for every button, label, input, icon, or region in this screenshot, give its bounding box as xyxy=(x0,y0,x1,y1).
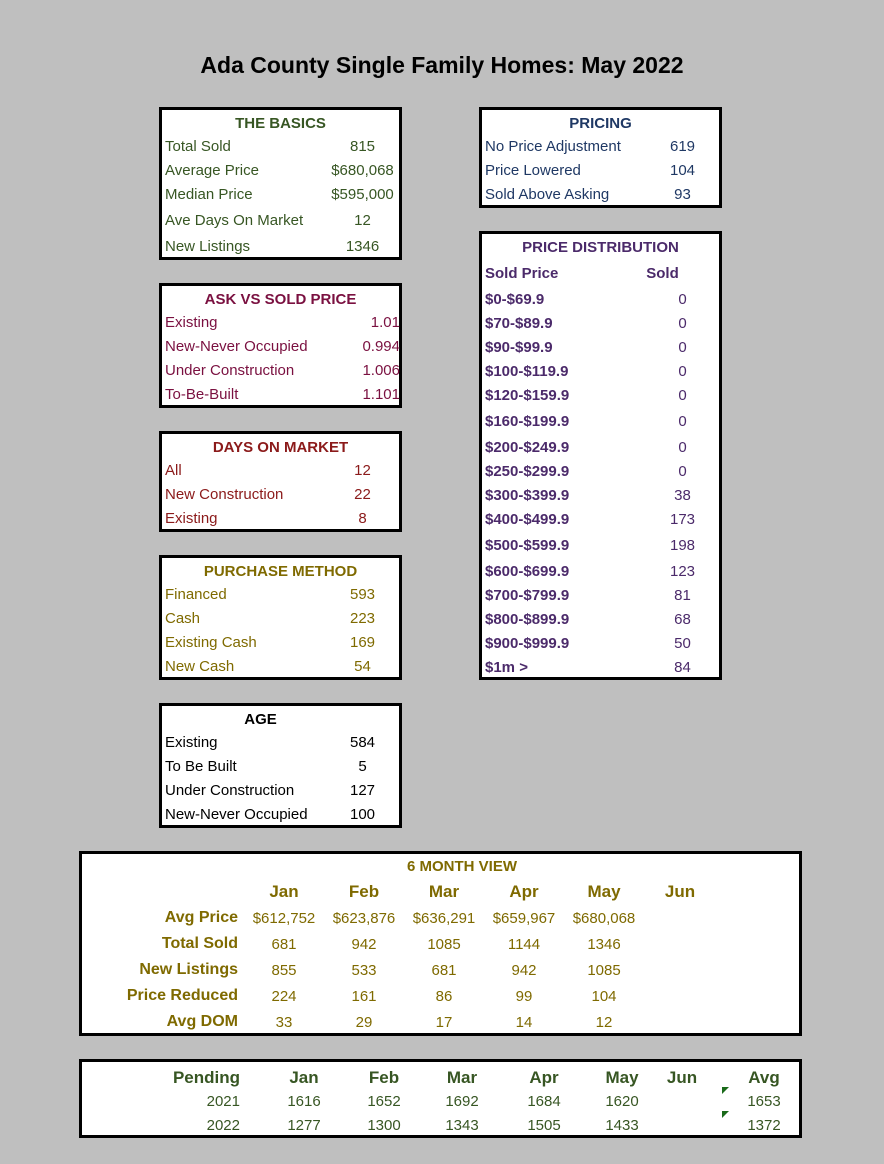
row-label: Existing Cash xyxy=(165,634,257,651)
price-range: $0-$69.9 xyxy=(485,291,545,308)
price-range: $100-$119.9 xyxy=(485,363,569,380)
price-range: $90-$99.9 xyxy=(485,339,553,356)
six-month-cell: 99 xyxy=(515,988,533,1005)
sold-column-header: Sold xyxy=(646,265,679,282)
row-label: Total Sold xyxy=(165,138,231,155)
sold-count: 0 xyxy=(678,463,687,480)
six-month-cell: 1144 xyxy=(507,936,541,953)
ask-vs-sold-row xyxy=(165,313,400,333)
purchase-method-row xyxy=(165,585,396,605)
row-value: 815 xyxy=(349,138,376,155)
price-distribution-header: PRICE DISTRIBUTION xyxy=(522,239,679,256)
row-value: 223 xyxy=(349,610,376,627)
sold-count: 0 xyxy=(678,291,687,308)
pending-year: 2022 xyxy=(206,1117,240,1134)
month-header: Feb xyxy=(348,882,380,901)
price-range: $300-$399.9 xyxy=(485,487,570,504)
days-on-market-header: DAYS ON MARKET xyxy=(212,439,349,456)
price-range: $600-$699.9 xyxy=(485,563,570,580)
row-value: 12 xyxy=(354,462,371,479)
days-on-market-panel xyxy=(159,431,402,532)
pending-cell: 1505 xyxy=(527,1117,561,1134)
sold-count: 84 xyxy=(674,659,691,676)
six-month-view-panel xyxy=(79,851,802,1036)
six-month-row-label: Total Sold xyxy=(161,935,238,952)
age-row xyxy=(165,757,396,777)
purchase-method-row xyxy=(165,609,396,629)
six-month-cell: $659,967 xyxy=(492,910,556,927)
row-label: New Construction xyxy=(165,486,284,503)
pending-avg: 1653 xyxy=(747,1093,781,1110)
pending-cell: 1652 xyxy=(367,1093,401,1110)
price-distribution-row xyxy=(485,486,716,506)
month-header: Jun xyxy=(664,882,696,901)
price-distribution-row xyxy=(485,314,716,334)
six-month-cell: 942 xyxy=(351,936,377,953)
six-month-cell: 224 xyxy=(271,988,297,1005)
price-range: $250-$299.9 xyxy=(485,463,570,480)
basics-row xyxy=(165,185,396,205)
price-distribution-column-headers xyxy=(485,264,716,284)
row-label: Ave Days On Market xyxy=(165,212,304,229)
price-distribution-panel xyxy=(479,231,722,680)
row-value: $680,068 xyxy=(331,162,394,179)
row-value: 1.101 xyxy=(362,386,400,403)
pending-cell: 1684 xyxy=(527,1093,561,1110)
row-label: Existing xyxy=(165,510,218,527)
six-month-cell: 681 xyxy=(431,962,457,979)
price-range: $500-$599.9 xyxy=(485,537,570,554)
purchase-method-row xyxy=(165,633,396,653)
price-range: $400-$499.9 xyxy=(485,511,570,528)
sold-price-column-header: Sold Price xyxy=(485,265,559,282)
pending-month-header: Jan xyxy=(289,1068,319,1087)
price-distribution-row xyxy=(485,290,716,310)
row-value: 1.006 xyxy=(362,362,400,379)
row-label: New-Never Occupied xyxy=(165,338,308,355)
row-label: Existing xyxy=(165,314,218,331)
six-month-cell: 681 xyxy=(271,936,297,953)
ask-vs-sold-panel xyxy=(159,283,402,408)
price-range: $200-$249.9 xyxy=(485,439,570,456)
ask-vs-sold-row xyxy=(165,361,400,381)
row-label: To Be Built xyxy=(165,758,237,775)
age-row xyxy=(165,733,396,753)
six-month-cell: 1085 xyxy=(427,936,461,953)
price-range: $70-$89.9 xyxy=(485,315,553,332)
purchase-method-row xyxy=(165,657,396,677)
pending-month-header: Feb xyxy=(368,1068,400,1087)
page-title: Ada County Single Family Homes: May 2022 xyxy=(200,52,684,78)
row-value: 22 xyxy=(354,486,371,503)
six-month-cell: 29 xyxy=(355,1014,373,1031)
pricing-panel xyxy=(479,107,722,208)
six-month-row-label: Price Reduced xyxy=(126,987,238,1004)
row-label: Under Construction xyxy=(165,362,295,379)
pending-month-header: Apr xyxy=(529,1068,559,1087)
six-month-cell: $623,876 xyxy=(332,910,396,927)
row-label: No Price Adjustment xyxy=(485,138,621,155)
price-distribution-row xyxy=(485,634,716,654)
ask-vs-sold-row xyxy=(165,385,400,405)
ask-vs-sold-header: ASK VS SOLD PRICE xyxy=(204,291,357,308)
six-month-row-label: Avg Price xyxy=(164,909,238,926)
basics-row xyxy=(165,237,396,257)
price-distribution-row xyxy=(485,412,716,432)
six-month-cell: 533 xyxy=(351,962,377,979)
sold-count: 0 xyxy=(678,339,687,356)
basics-row xyxy=(165,161,396,181)
sold-count: 0 xyxy=(678,439,687,456)
purchase-method-header: PURCHASE METHOD xyxy=(203,563,358,580)
six-month-cell: $612,752 xyxy=(252,910,316,927)
purchase-method-panel xyxy=(159,555,402,680)
pending-month-header: May xyxy=(605,1068,639,1087)
row-label: Sold Above Asking xyxy=(485,186,610,203)
pending-cell: 1277 xyxy=(287,1117,321,1134)
sold-count: 0 xyxy=(678,387,687,404)
basics-row xyxy=(165,211,396,231)
pending-month-header: Mar xyxy=(446,1068,478,1087)
six-month-cell: 14 xyxy=(515,1014,533,1031)
six-month-row-label: New Listings xyxy=(139,961,238,978)
row-label: Financed xyxy=(165,586,227,603)
row-label: Price Lowered xyxy=(485,162,581,179)
pending-header: Pending xyxy=(172,1068,240,1087)
price-distribution-row xyxy=(485,462,716,482)
month-header: Mar xyxy=(428,882,460,901)
price-distribution-row xyxy=(485,536,716,556)
row-value: 169 xyxy=(349,634,376,651)
pricing-row xyxy=(485,185,716,205)
row-label: New Listings xyxy=(165,238,251,255)
basics-panel xyxy=(159,107,402,260)
row-value: 5 xyxy=(358,758,367,775)
row-value: 104 xyxy=(669,162,696,179)
six-month-cell: $636,291 xyxy=(412,910,476,927)
six-month-cell: 12 xyxy=(595,1014,613,1031)
pending-cell: 1692 xyxy=(445,1093,479,1110)
price-distribution-row xyxy=(485,586,716,606)
row-value: 0.994 xyxy=(362,338,400,355)
price-range: $900-$999.9 xyxy=(485,635,570,652)
days-on-market-row xyxy=(165,485,396,505)
sold-count: 0 xyxy=(678,363,687,380)
row-value: 127 xyxy=(349,782,376,799)
six-month-cell: $680,068 xyxy=(572,910,636,927)
price-distribution-row xyxy=(485,562,716,582)
six-month-cell: 86 xyxy=(435,988,453,1005)
pricing-header: PRICING xyxy=(569,115,632,132)
row-label: Median Price xyxy=(165,186,253,203)
pending-year: 2021 xyxy=(206,1093,240,1110)
price-distribution-row xyxy=(485,438,716,458)
pending-panel xyxy=(79,1059,802,1138)
price-distribution-row xyxy=(485,658,716,678)
age-header: AGE xyxy=(244,711,277,728)
six-month-cell: 1346 xyxy=(587,936,621,953)
pricing-row xyxy=(485,161,716,181)
six-month-cell: 855 xyxy=(271,962,297,979)
days-on-market-row xyxy=(165,461,396,481)
sold-count: 68 xyxy=(674,611,691,628)
six-month-cell: 942 xyxy=(511,962,537,979)
pending-cell: 1433 xyxy=(605,1117,639,1134)
price-range: $800-$899.9 xyxy=(485,611,570,628)
sold-count: 0 xyxy=(678,315,687,332)
month-header: Apr xyxy=(509,882,539,901)
pending-month-header: Jun xyxy=(666,1068,698,1087)
price-range: $700-$799.9 xyxy=(485,587,570,604)
six-month-header: 6 MONTH VIEW xyxy=(406,858,517,875)
six-month-row-label: Avg DOM xyxy=(166,1013,238,1030)
sold-count: 50 xyxy=(674,635,691,652)
pricing-row xyxy=(485,137,716,157)
row-label: All xyxy=(165,462,182,479)
pending-avg-header: Avg xyxy=(748,1068,780,1087)
days-on-market-row xyxy=(165,509,396,529)
six-month-cell: 1085 xyxy=(587,962,621,979)
row-value: 1346 xyxy=(345,238,380,255)
row-label: New Cash xyxy=(165,658,235,675)
price-range: $1m > xyxy=(485,659,528,676)
row-value: 100 xyxy=(349,806,376,823)
month-header: May xyxy=(587,882,621,901)
sold-count: 173 xyxy=(669,511,696,528)
row-value: 619 xyxy=(669,138,696,155)
price-distribution-row xyxy=(485,510,716,530)
sold-count: 0 xyxy=(678,413,687,430)
six-month-cell: 104 xyxy=(591,988,617,1005)
row-label: Existing xyxy=(165,734,218,751)
sold-count: 38 xyxy=(674,487,691,504)
six-month-cell: 33 xyxy=(275,1014,293,1031)
price-range: $160-$199.9 xyxy=(485,413,570,430)
basics-row xyxy=(165,137,396,157)
pending-cell: 1620 xyxy=(605,1093,639,1110)
sold-count: 81 xyxy=(674,587,691,604)
age-panel xyxy=(159,703,402,828)
row-value: 593 xyxy=(349,586,376,603)
price-distribution-row xyxy=(485,386,716,406)
price-range: $120-$159.9 xyxy=(485,387,570,404)
price-distribution-row xyxy=(485,338,716,358)
sold-count: 198 xyxy=(669,537,696,554)
pending-cell: 1300 xyxy=(367,1117,401,1134)
pending-cell: 1343 xyxy=(445,1117,479,1134)
age-row xyxy=(165,805,396,825)
row-value: 1.01 xyxy=(370,314,400,331)
pending-cell: 1616 xyxy=(287,1093,321,1110)
price-distribution-row xyxy=(485,362,716,382)
row-value: 93 xyxy=(674,186,691,203)
price-distribution-row xyxy=(485,610,716,630)
row-label: Average Price xyxy=(165,162,259,179)
row-label: New-Never Occupied xyxy=(165,806,308,823)
row-value: 584 xyxy=(349,734,376,751)
row-label: Under Construction xyxy=(165,782,295,799)
row-value: $595,000 xyxy=(331,186,394,203)
basics-header: THE BASICS xyxy=(235,115,326,132)
row-value: 12 xyxy=(354,212,371,229)
row-label: Cash xyxy=(165,610,201,627)
sold-count: 123 xyxy=(669,563,696,580)
pending-avg: 1372 xyxy=(747,1117,781,1134)
six-month-cell: 161 xyxy=(351,988,377,1005)
month-header: Jan xyxy=(269,882,299,901)
row-value: 8 xyxy=(358,510,367,527)
age-row xyxy=(165,781,396,801)
row-value: 54 xyxy=(354,658,371,675)
ask-vs-sold-row xyxy=(165,337,400,357)
row-label: To-Be-Built xyxy=(165,386,239,403)
six-month-cell: 17 xyxy=(435,1014,453,1031)
